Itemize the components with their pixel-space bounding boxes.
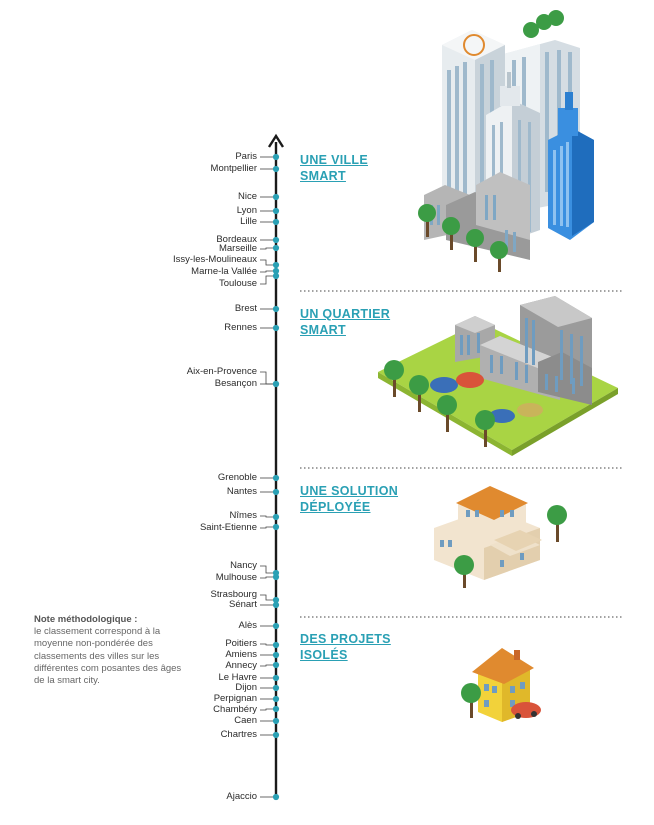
- city-dot: [273, 194, 279, 200]
- city-label-annecy: Annecy: [225, 660, 257, 671]
- city-label-rennes: Rennes: [224, 322, 257, 333]
- city-dot: [273, 524, 279, 530]
- city-dot: [273, 602, 279, 608]
- city-dot: [273, 381, 279, 387]
- city-connector: [260, 248, 273, 249]
- city-label-nimes: Nîmes: [229, 510, 257, 521]
- city-dot: [273, 514, 279, 520]
- city-label-nice: Nice: [237, 191, 257, 202]
- city-connector: [260, 595, 273, 600]
- city-label-bordeaux: Bordeaux: [216, 234, 257, 245]
- city-dot: [273, 685, 279, 691]
- city-label-le-havre: Le Havre: [218, 672, 257, 683]
- city-connector: [260, 709, 273, 710]
- city-label-mulhouse: Mulhouse: [215, 572, 257, 583]
- city-dot: [273, 662, 279, 668]
- city-dot: [273, 166, 279, 172]
- city-label-grenoble: Grenoble: [217, 472, 257, 483]
- city-label-lille: Lille: [240, 216, 257, 227]
- city-dot: [273, 732, 279, 738]
- category-deployed-solution: [300, 483, 398, 515]
- city-label-marseille: Marseille: [218, 243, 257, 254]
- city-dot: [273, 718, 279, 724]
- city-connector: [260, 260, 273, 265]
- category-smart-city: [300, 152, 368, 184]
- category-isolated-projects: [300, 631, 391, 663]
- category-isolated-projects-line2: ISOLÉS: [300, 648, 348, 662]
- city-label-chambery: Chambéry: [213, 704, 257, 715]
- city-dot: [273, 154, 279, 160]
- city-dot: [273, 475, 279, 481]
- city-label-marne-la-vallee: Marne-la Vallée: [191, 266, 257, 277]
- city-dot: [273, 706, 279, 712]
- category-smart-district-line2: SMART: [300, 323, 346, 337]
- city-dot: [273, 208, 279, 214]
- city-dot: [273, 574, 279, 580]
- city-label-besancon: Besançon: [214, 378, 257, 389]
- city-label-paris: Paris: [235, 151, 257, 162]
- city-dot: [273, 273, 279, 279]
- city-dot: [273, 219, 279, 225]
- city-label-lyon: Lyon: [236, 205, 257, 216]
- category-isolated-projects-line1: DES PROJETS: [300, 632, 391, 646]
- city-label-perpignan: Perpignan: [213, 693, 257, 704]
- city-dot: [273, 489, 279, 495]
- city-dot: [273, 696, 279, 702]
- city-connector: [260, 372, 273, 384]
- city-label-amiens: Amiens: [225, 649, 257, 660]
- city-connector: [260, 665, 273, 666]
- city-label-dijon: Dijon: [235, 682, 257, 693]
- city-label-poitiers: Poitiers: [225, 638, 257, 649]
- city-label-chartres: Chartres: [220, 729, 257, 740]
- city-connector: [260, 644, 273, 645]
- city-dot: [273, 325, 279, 331]
- methodology-note-body: le classement correspond à la moyenne non-pondérée des classements des villes sur les différentes com posantes des âges de la smart city.: [34, 626, 182, 687]
- category-deployed-solution-line2: DÉPLOYÉE: [300, 500, 371, 514]
- city-label-strasbourg: Strasbourg: [210, 589, 257, 600]
- city-label-toulouse: Toulouse: [218, 278, 257, 289]
- city-dot: [273, 675, 279, 681]
- city-dot: [273, 245, 279, 251]
- smart-district-illustration: [378, 296, 618, 456]
- city-dot: [273, 794, 279, 800]
- city-label-saint-etienne: Saint-Etienne: [199, 522, 257, 533]
- city-dot: [273, 237, 279, 243]
- city-dot: [273, 306, 279, 312]
- city-label-montpellier: Montpellier: [210, 163, 257, 174]
- city-label-issy-les-moulineaux: Issy-les-Moulineaux: [173, 254, 257, 265]
- category-smart-city-line1: UNE VILLE: [300, 153, 368, 167]
- category-smart-district: [300, 306, 390, 338]
- city-connector: [260, 516, 273, 517]
- category-smart-city-line2: SMART: [300, 169, 346, 183]
- city-connector: [260, 577, 273, 578]
- city-connectors: [260, 157, 273, 797]
- city-dot: [273, 262, 279, 268]
- city-dot: [273, 642, 279, 648]
- city-connector: [260, 566, 273, 573]
- city-label-nantes: Nantes: [226, 486, 257, 497]
- city-label-nancy: Nancy: [230, 560, 257, 571]
- city-connector: [260, 276, 273, 284]
- city-dot: [273, 652, 279, 658]
- city-dot: [273, 623, 279, 629]
- isolated-projects-illustration: [461, 648, 541, 722]
- city-label-ajaccio: Ajaccio: [226, 791, 257, 802]
- category-deployed-solution-line1: UNE SOLUTION: [300, 484, 399, 498]
- smart-city-illustration: [418, 10, 594, 272]
- city-label-senart: Sénart: [229, 599, 257, 610]
- city-connector: [260, 527, 273, 528]
- city-label-brest: Brest: [234, 303, 257, 314]
- city-label-ales: Alès: [238, 620, 257, 631]
- category-smart-district-line1: UN QUARTIER: [300, 307, 391, 321]
- city-label-caen: Caen: [234, 715, 257, 726]
- methodology-note: [34, 614, 184, 687]
- city-label-aix-en-provence: Aix-en-Provence: [186, 366, 257, 377]
- methodology-note-title: Note méthodologique :: [34, 614, 138, 625]
- city-connector: [260, 271, 273, 272]
- deployed-solution-illustration: [434, 486, 567, 588]
